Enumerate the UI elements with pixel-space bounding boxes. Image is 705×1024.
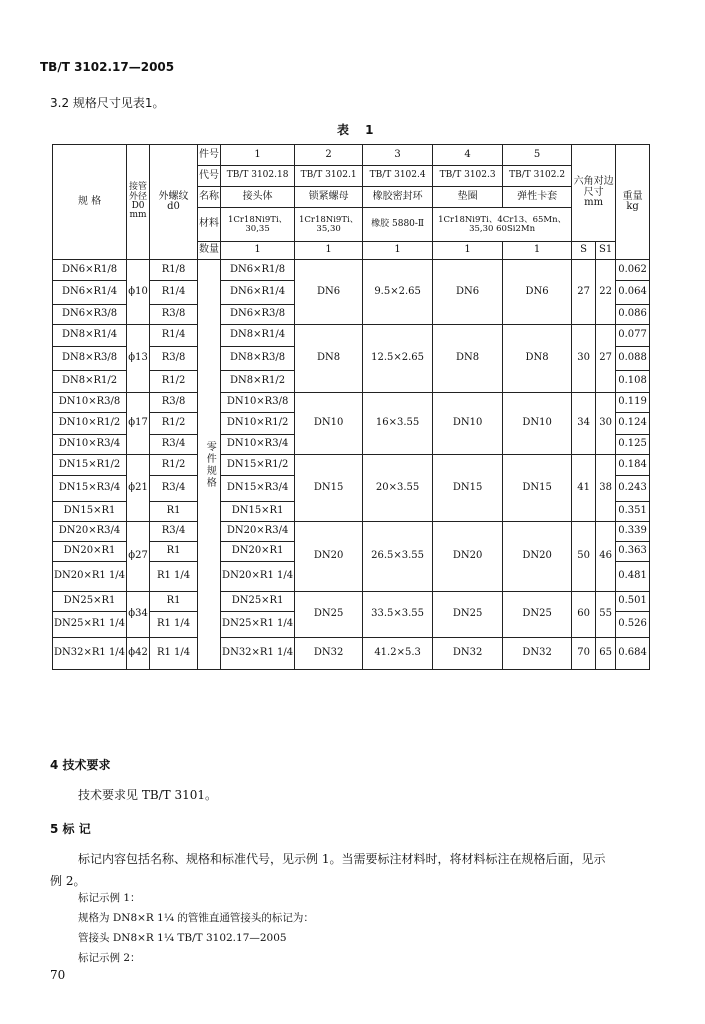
cell-body-part: DN10×R1/2 (221, 413, 295, 435)
section-4-text: 技术要求见 TB/T 3101。 (78, 788, 218, 802)
section-3-2: 3.2 规格尺寸见表1。 (50, 96, 165, 110)
cell-nut: DN32 (295, 638, 363, 670)
header-name-2: 锁紧螺母 (295, 187, 363, 208)
header-qty-3: 1 (363, 242, 433, 260)
header-name-3: 橡胶密封环 (363, 187, 433, 208)
example-1-title: 标记示例 1： (78, 892, 141, 904)
cell-weight: 0.088 (616, 347, 650, 371)
cell-nut: DN20 (295, 522, 363, 592)
header-material-1: 1Cr18Ni9Ti、30,35 (221, 208, 295, 242)
cell-thread: R1/4 (150, 281, 198, 305)
cell-weight: 0.351 (616, 502, 650, 522)
cell-spec: DN15×R1 (53, 502, 127, 522)
header-spec: 规 格 (53, 145, 127, 260)
header-part-no-5: 5 (503, 145, 572, 166)
cell-outer-diameter: ϕ21 (127, 455, 150, 522)
header-thread: 外螺纹 d0 (150, 145, 198, 260)
cell-hex-s: 34 (572, 393, 596, 455)
cell-nut: DN15 (295, 455, 363, 522)
header-qty-2: 1 (295, 242, 363, 260)
cell-hex-s1: 65 (596, 638, 616, 670)
cell-body-part: DN6×R1/4 (221, 281, 295, 305)
cell-thread: R1 (150, 542, 198, 562)
cell-spec: DN20×R1 1/4 (53, 562, 127, 592)
cell-weight: 0.684 (616, 638, 650, 670)
header-qty-5: 1 (503, 242, 572, 260)
header-hex-size: 六角对边尺寸 mm (572, 145, 616, 242)
header-weight: 重量 kg (616, 145, 650, 260)
cell-weight: 0.124 (616, 413, 650, 435)
cell-spec: DN25×R1 (53, 592, 127, 612)
cell-thread: R1 1/4 (150, 562, 198, 592)
cell-weight: 0.108 (616, 371, 650, 393)
cell-seal: 16×3.55 (363, 393, 433, 455)
section-4-title: 4 技术要求 (50, 758, 111, 772)
table-row (53, 455, 650, 476)
cell-seal: 33.5×3.55 (363, 592, 433, 638)
cell-washer: DN20 (433, 522, 503, 592)
header-material-label: 材料 (198, 208, 221, 242)
cell-spec: DN8×R3/8 (53, 347, 127, 371)
cell-hex-s1: 38 (596, 455, 616, 522)
header-code-1: TB/T 3102.18 (221, 166, 295, 187)
cell-thread: R1/8 (150, 260, 198, 281)
table-row (53, 325, 650, 347)
cell-spec: DN8×R1/4 (53, 325, 127, 347)
cell-body-part: DN6×R3/8 (221, 305, 295, 325)
cell-thread: R1/2 (150, 455, 198, 476)
cell-thread: R1/2 (150, 371, 198, 393)
table-row (53, 393, 650, 413)
spec-table (52, 144, 650, 670)
cell-body-part: DN25×R1 1/4 (221, 612, 295, 638)
header-part-no-3: 3 (363, 145, 433, 166)
cell-washer: DN25 (433, 592, 503, 638)
cell-weight: 0.064 (616, 281, 650, 305)
cell-nut: DN6 (295, 260, 363, 325)
cell-body-part: DN6×R1/8 (221, 260, 295, 281)
cell-nut: DN25 (295, 592, 363, 638)
header-code-label: 代号 (198, 166, 221, 187)
cell-hex-s1: 30 (596, 393, 616, 455)
cell-spec: DN6×R1/4 (53, 281, 127, 305)
cell-washer: DN10 (433, 393, 503, 455)
header-material-3: 橡胶 5880-Ⅱ (363, 208, 433, 242)
cell-weight: 0.119 (616, 393, 650, 413)
header-material-2: 1Cr18Ni9Ti、35,30 (295, 208, 363, 242)
cell-body-part: DN15×R3/4 (221, 476, 295, 502)
section-5-title: 5 标 记 (50, 822, 91, 836)
cell-spec: DN10×R3/4 (53, 435, 127, 455)
cell-weight: 0.062 (616, 260, 650, 281)
cell-body-part: DN32×R1 1/4 (221, 638, 295, 670)
header-name-4: 垫圈 (433, 187, 503, 208)
example-2-title: 标记示例 2： (78, 952, 141, 964)
cell-sleeve: DN10 (503, 393, 572, 455)
example-1-marking: 管接头 DN8×R 1¼ TB/T 3102.17—2005 (78, 932, 287, 944)
cell-seal: 20×3.55 (363, 455, 433, 522)
cell-thread: R1 1/4 (150, 612, 198, 638)
cell-hex-s1: 22 (596, 260, 616, 325)
cell-spec: DN15×R1/2 (53, 455, 127, 476)
cell-weight: 0.526 (616, 612, 650, 638)
side-label-part-spec: 零件规格 (198, 260, 221, 670)
header-s: S (572, 242, 596, 260)
cell-washer: DN32 (433, 638, 503, 670)
cell-weight: 0.339 (616, 522, 650, 542)
header-code-4: TB/T 3102.3 (433, 166, 503, 187)
cell-body-part: DN10×R3/4 (221, 435, 295, 455)
header-part-no-label: 件号 (198, 145, 221, 166)
cell-spec: DN10×R1/2 (53, 413, 127, 435)
cell-thread: R1 1/4 (150, 638, 198, 670)
cell-body-part: DN15×R1/2 (221, 455, 295, 476)
cell-spec: DN6×R3/8 (53, 305, 127, 325)
cell-hex-s1: 46 (596, 522, 616, 592)
cell-thread: R1/2 (150, 413, 198, 435)
cell-thread: R1/4 (150, 325, 198, 347)
header-code-3: TB/T 3102.4 (363, 166, 433, 187)
cell-body-part: DN20×R1 1/4 (221, 562, 295, 592)
cell-spec: DN15×R3/4 (53, 476, 127, 502)
cell-sleeve: DN6 (503, 260, 572, 325)
header-code-5: TB/T 3102.2 (503, 166, 572, 187)
cell-body-part: DN8×R1/2 (221, 371, 295, 393)
cell-hex-s: 60 (572, 592, 596, 638)
cell-nut: DN8 (295, 325, 363, 393)
cell-thread: R3/4 (150, 522, 198, 542)
cell-weight: 0.481 (616, 562, 650, 592)
cell-seal: 12.5×2.65 (363, 325, 433, 393)
header-qty-1: 1 (221, 242, 295, 260)
cell-thread: R1 (150, 502, 198, 522)
cell-hex-s1: 55 (596, 592, 616, 638)
cell-spec: DN25×R1 1/4 (53, 612, 127, 638)
cell-thread: R3/8 (150, 305, 198, 325)
example-1-description: 规格为 DN8×R 1¼ 的管锥直通管接头的标记为： (78, 912, 314, 924)
cell-weight: 0.125 (616, 435, 650, 455)
cell-weight: 0.501 (616, 592, 650, 612)
cell-hex-s1: 27 (596, 325, 616, 393)
cell-outer-diameter: ϕ27 (127, 522, 150, 592)
cell-thread: R1 (150, 592, 198, 612)
cell-weight: 0.243 (616, 476, 650, 502)
document-header-code: TB/T 3102.17—2005 (40, 60, 175, 74)
cell-body-part: DN20×R3/4 (221, 522, 295, 542)
cell-washer: DN6 (433, 260, 503, 325)
cell-sleeve: DN25 (503, 592, 572, 638)
table-row (53, 592, 650, 612)
cell-nut: DN10 (295, 393, 363, 455)
cell-sleeve: DN8 (503, 325, 572, 393)
cell-body-part: DN10×R3/8 (221, 393, 295, 413)
table-row (53, 638, 650, 670)
cell-hex-s: 70 (572, 638, 596, 670)
cell-spec: DN32×R1 1/4 (53, 638, 127, 670)
header-outer-diameter: 接管外径 D0 mm (127, 145, 150, 260)
header-qty-4: 1 (433, 242, 503, 260)
cell-seal: 26.5×3.55 (363, 522, 433, 592)
cell-hex-s: 30 (572, 325, 596, 393)
cell-seal: 41.2×5.3 (363, 638, 433, 670)
section-5-text-line1: 标记内容包括名称、规格和标准代号，见示例 1。当需要标注材料时，将材料标注在规格后面，见示 (78, 852, 606, 866)
header-name-label: 名称 (198, 187, 221, 208)
cell-sleeve: DN32 (503, 638, 572, 670)
header-part-no-1: 1 (221, 145, 295, 166)
cell-sleeve: DN20 (503, 522, 572, 592)
cell-thread: R3/8 (150, 347, 198, 371)
cell-weight: 0.363 (616, 542, 650, 562)
cell-washer: DN8 (433, 325, 503, 393)
header-s1: S1 (596, 242, 616, 260)
cell-spec: DN20×R3/4 (53, 522, 127, 542)
header-name-1: 接头体 (221, 187, 295, 208)
cell-body-part: DN8×R1/4 (221, 325, 295, 347)
header-name-5: 弹性卡套 (503, 187, 572, 208)
header-part-no-4: 4 (433, 145, 503, 166)
header-code-2: TB/T 3102.1 (295, 166, 363, 187)
table-caption: 表 1 (337, 123, 380, 137)
cell-spec: DN10×R3/8 (53, 393, 127, 413)
cell-outer-diameter: ϕ10 (127, 260, 150, 325)
cell-spec: DN6×R1/8 (53, 260, 127, 281)
cell-outer-diameter: ϕ17 (127, 393, 150, 455)
cell-thread: R3/4 (150, 435, 198, 455)
cell-hex-s: 50 (572, 522, 596, 592)
header-qty-label: 数量 (198, 242, 221, 260)
cell-spec: DN20×R1 (53, 542, 127, 562)
table-row (53, 260, 650, 281)
cell-thread: R3/4 (150, 476, 198, 502)
cell-washer: DN15 (433, 455, 503, 522)
cell-body-part: DN8×R3/8 (221, 347, 295, 371)
cell-body-part: DN25×R1 (221, 592, 295, 612)
cell-body-part: DN20×R1 (221, 542, 295, 562)
cell-hex-s: 41 (572, 455, 596, 522)
cell-weight: 0.184 (616, 455, 650, 476)
page-number: 70 (50, 968, 66, 982)
cell-outer-diameter: ϕ34 (127, 592, 150, 638)
cell-spec: DN8×R1/2 (53, 371, 127, 393)
cell-seal: 9.5×2.65 (363, 260, 433, 325)
cell-outer-diameter: ϕ13 (127, 325, 150, 393)
section-5-text-line2: 例 2。 (50, 874, 86, 888)
cell-weight: 0.077 (616, 325, 650, 347)
header-material-45: 1Cr18Ni9Ti、4Cr13、65Mn、35,30 60Si2Mn (433, 208, 572, 242)
cell-outer-diameter: ϕ42 (127, 638, 150, 670)
header-part-no-2: 2 (295, 145, 363, 166)
cell-thread: R3/8 (150, 393, 198, 413)
cell-body-part: DN15×R1 (221, 502, 295, 522)
cell-sleeve: DN15 (503, 455, 572, 522)
table-row (53, 522, 650, 542)
cell-hex-s: 27 (572, 260, 596, 325)
cell-weight: 0.086 (616, 305, 650, 325)
